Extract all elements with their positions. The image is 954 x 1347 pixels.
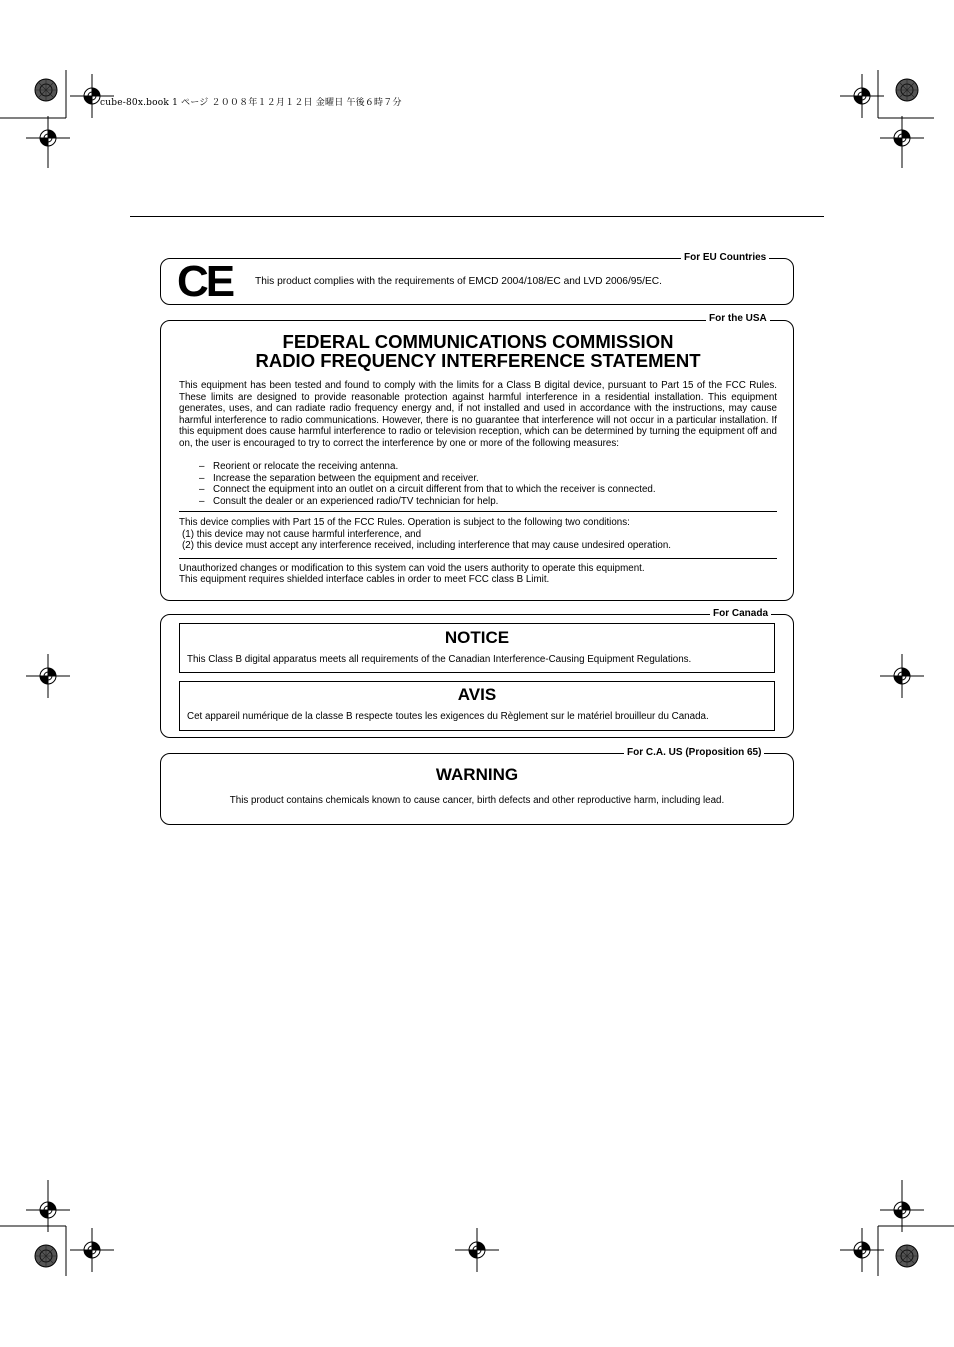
fcc-part15: This device complies with Part 15 of the FCC Rules. Operation is subject to the following two conditions: xyxy=(179,517,630,528)
california-tag: For C.A. US (Proposition 65) xyxy=(624,747,764,759)
california-box xyxy=(160,753,794,825)
usa-tag: For the USA xyxy=(706,313,770,325)
fcc-condition-1: (1) this device may not cause harmful interference, and xyxy=(182,529,422,540)
list-item: – Reorient or relocate the receiving antenna. xyxy=(179,461,777,473)
list-item: – Increase the separation between the equipment and receiver. xyxy=(179,473,777,485)
fcc-divider-2 xyxy=(179,558,777,559)
print-header: cube-80x.book 1 ページ ２００８年１２月１２日 金曜日 午後６時７分 xyxy=(100,98,402,108)
list-item: – Consult the dealer or an experienced radio/TV technician for help. xyxy=(179,496,777,508)
eu-compliance-text: This product complies with the requirements of EMCD 2004/108/EC and LVD 2006/95/EC. xyxy=(255,276,662,287)
avis-title: AVIS xyxy=(457,685,497,704)
avis-text: Cet appareil numérique de la classe B respecte toutes les exigences du Règlement sur le matériel brouilleur du Canada. xyxy=(187,711,709,722)
list-item: – Connect the equipment into an outlet on a circuit different from that to which the receiver is connected. xyxy=(179,484,777,496)
fcc-shielded: This equipment requires shielded interface cables in order to meet FCC class B Limit. xyxy=(179,574,550,585)
warning-title: WARNING xyxy=(435,765,519,784)
fcc-measures-list xyxy=(179,461,777,507)
fcc-unauthorized: Unauthorized changes or modification to this system can void the users authority to operate this equipment. xyxy=(179,563,645,574)
fcc-title-line2: RADIO FREQUENCY INTERFERENCE STATEMENT xyxy=(255,350,701,371)
warning-text: This product contains chemicals known to cause cancer, birth defects and other reproductive harm, including lead. xyxy=(229,795,725,806)
fcc-intro: This equipment has been tested and found to comply with the limits for a Class B digital device, pursuant to Part 15 of the FCC Rules. These limits are designed to provide reasonable protection against harmful interference in a residential installation. This equipment generates, uses, and can radiate radio frequency energy and, if not installed and used in accordance with the instructions, may cause harmful interference to radio communications. However, there is no guarantee that interference will not occur in a particular installation. If this equipment does cause harmful interference to radio or television reception, which can be determined by turning the equipment off and on, the user is encouraged to try to correct the interference by one or more of the following measures: xyxy=(179,380,777,449)
notice-title: NOTICE xyxy=(444,628,510,647)
fcc-divider-1 xyxy=(179,511,777,512)
ce-logo: CE xyxy=(177,257,233,306)
eu-tag: For EU Countries xyxy=(681,252,769,264)
fcc-condition-2: (2) this device must accept any interference received, including interference that may cause undesired operation. xyxy=(182,540,672,551)
fcc-title-line1: FEDERAL COMMUNICATIONS COMMISSION xyxy=(282,331,674,352)
notice-text: This Class B digital apparatus meets all requirements of the Canadian Interference-Causing Equipment Regulations. xyxy=(187,654,692,665)
header-rule xyxy=(130,216,824,217)
canada-tag: For Canada xyxy=(710,608,771,620)
